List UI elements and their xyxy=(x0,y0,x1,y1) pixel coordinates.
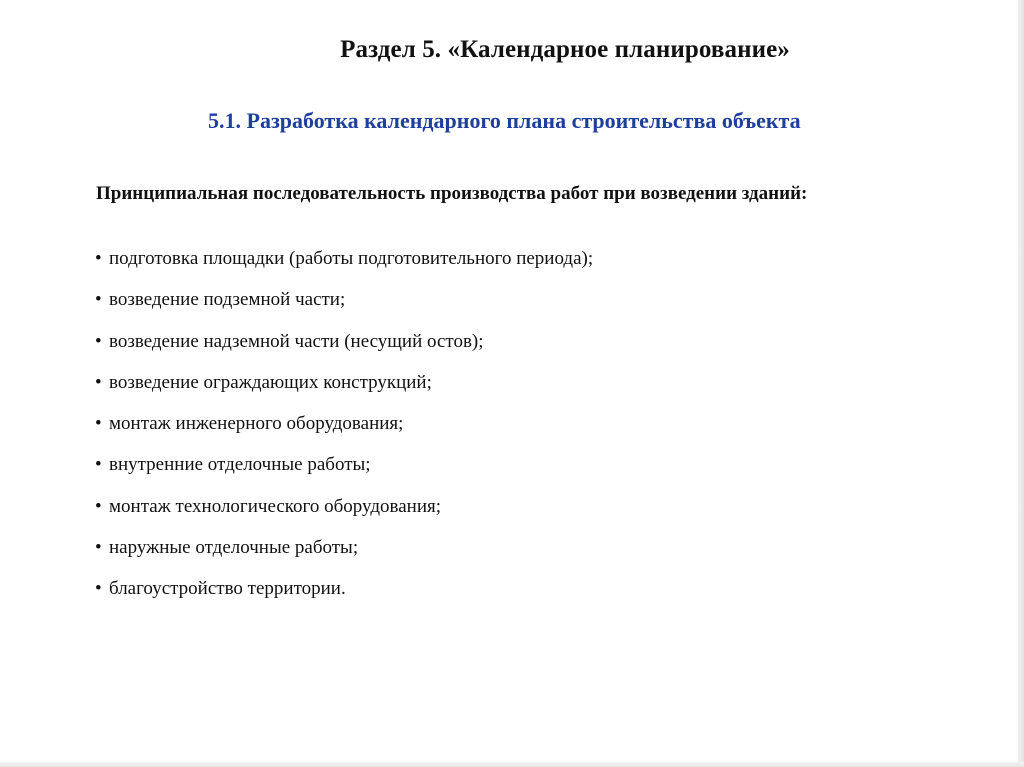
bullet-icon: • xyxy=(95,495,102,517)
bullet-icon: • xyxy=(95,578,102,600)
bullet-icon: • xyxy=(95,289,102,311)
list-item-text: монтаж технологического оборудования; xyxy=(109,495,442,517)
list-item xyxy=(95,535,593,576)
list-item-text: внутренние отделочные работы; xyxy=(109,454,371,476)
list-item xyxy=(95,370,593,411)
bullet-icon: • xyxy=(95,413,102,435)
list-item xyxy=(95,287,593,328)
slide-bottom-edge xyxy=(0,762,1024,767)
list-item-text: возведение надземной части (несущий остов); xyxy=(109,330,484,352)
list-item-text: монтаж инженерного оборудования; xyxy=(109,413,404,435)
list-item xyxy=(95,329,593,370)
section-number: Раздел 5. xyxy=(340,36,442,63)
bullet-icon: • xyxy=(95,537,102,559)
bullet-icon: • xyxy=(95,330,102,352)
list-item xyxy=(95,246,593,287)
subsection-title: 5.1. Разработка календарного плана строительства объекта xyxy=(208,108,801,133)
list-item xyxy=(95,452,593,493)
list-item-text: благоустройство территории. xyxy=(109,578,346,600)
list-item xyxy=(95,576,593,617)
work-sequence-list xyxy=(95,246,593,618)
list-item-text: возведение ограждающих конструкций; xyxy=(109,371,432,393)
list-item-text: наружные отделочные работы; xyxy=(109,537,359,559)
bullet-icon: • xyxy=(95,248,102,269)
list-heading: Принципиальная последовательность производства работ при возведении зданий: xyxy=(96,183,808,204)
bullet-icon: • xyxy=(95,454,102,476)
section-title xyxy=(0,36,1024,64)
list-item-text: подготовка площадки (работы подготовительного периода); xyxy=(109,248,594,269)
list-item xyxy=(95,411,593,452)
slide-right-edge xyxy=(1018,0,1024,767)
bullet-icon: • xyxy=(95,371,102,393)
section-name: «Календарное планирование» xyxy=(447,36,790,63)
list-item-text: возведение подземной части; xyxy=(109,289,346,311)
list-item xyxy=(95,494,593,535)
